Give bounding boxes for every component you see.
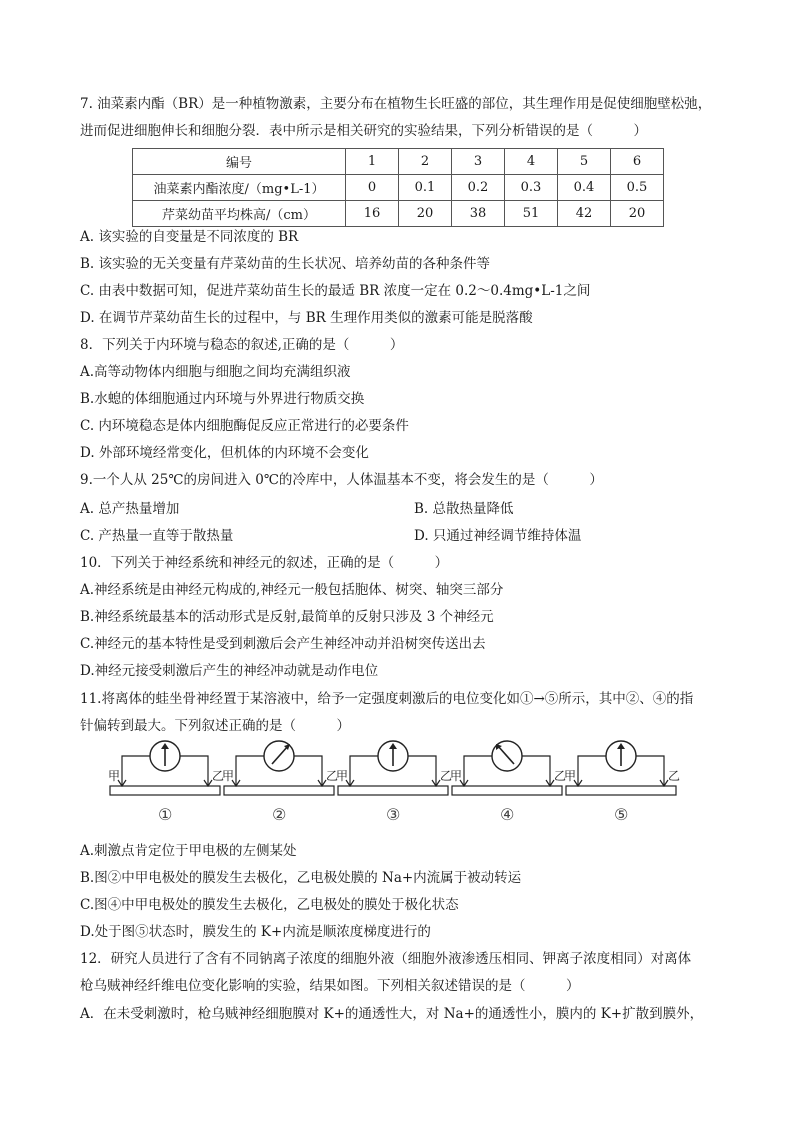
q10-option-c: C.神经元的基本特性是受到刺激后会产生神经冲动并沿树突传送出去 bbox=[80, 636, 486, 652]
electrode-label-yi: 乙 bbox=[326, 769, 339, 783]
q12-stem-line2: 枪乌贼神经纤维电位变化影响的实验，结果如图。下列相关叙述错误的是（ ） bbox=[80, 978, 580, 994]
q9-option-c: C. 产热量一直等于散热量 bbox=[80, 528, 234, 544]
panel-label: ④ bbox=[500, 805, 515, 824]
table-cell: 0.5 bbox=[611, 175, 664, 201]
table-cell: 芹菜幼苗平均株高/（cm） bbox=[133, 201, 346, 227]
electrode-label-yi: 乙 bbox=[212, 769, 225, 783]
q11-stem-line1: 11.将离体的蛙坐骨神经置于某溶液中，给予一定强度刺激后的电位变化如①→⑤所示，其中②、④的指 bbox=[80, 691, 694, 707]
figure-panel-2 bbox=[222, 741, 338, 824]
q11-option-d: D.处于图⑤状态时，膜发生的 K+内流是顺浓度梯度进行的 bbox=[80, 924, 431, 940]
q11-option-a: A.刺激点肯定位于甲电极的左侧某处 bbox=[80, 843, 297, 859]
electrode-label-jia: 甲 bbox=[564, 769, 577, 783]
table-header-cell: 4 bbox=[505, 149, 558, 175]
table-row bbox=[133, 201, 664, 227]
table-cell: 42 bbox=[558, 201, 611, 227]
panel-label: ⑤ bbox=[614, 805, 629, 824]
panel-label: ③ bbox=[386, 805, 401, 824]
q7-stem-line2: 进而促进细胞伸长和细胞分裂．表中所示是相关研究的实验结果，下列分析错误的是（ ） bbox=[80, 123, 647, 139]
figure-panel-1 bbox=[108, 741, 224, 824]
figure-panel-4 bbox=[450, 741, 566, 824]
electrode-label-jia: 甲 bbox=[336, 769, 349, 783]
q7-stem-line1: 7. 油菜素内酯（BR）是一种植物激素，主要分布在植物生长旺盛的部位，其生理作用是促使细胞壁松弛， bbox=[80, 96, 712, 112]
q11-stem-line2: 针偏转到最大。下列叙述正确的是（ ） bbox=[80, 718, 350, 734]
panel-label: ② bbox=[272, 805, 287, 824]
q12-stem-line1: 12．研究人员进行了含有不同钠离子浓度的细胞外液（细胞外液渗透压相同、钾离子浓度相同）对离体 bbox=[80, 951, 692, 967]
q9-option-d: D. 只通过神经调节维持体温 bbox=[414, 528, 582, 544]
q10-option-d: D.神经元接受刺激后产生的神经冲动就是动作电位 bbox=[80, 663, 379, 679]
table-cell: 0.4 bbox=[558, 175, 611, 201]
nerve-fiber bbox=[338, 786, 448, 795]
q9-stem: 9.一个人从 25℃的房间进入 0℃的冷库中，人体温基本不变，将会发生的是（ ） bbox=[80, 472, 603, 488]
q12-option-a: A．在未受刺激时，枪乌贼神经细胞膜对 K+的通透性大，对 Na+的通透性小，膜内的 K+扩散到膜外， bbox=[80, 1006, 704, 1022]
nerve-fiber bbox=[452, 786, 562, 795]
nerve-fiber bbox=[566, 786, 676, 795]
q7-option-b: B. 该实验的无关变量有芹菜幼苗的生长状况、培养幼苗的各种条件等 bbox=[80, 256, 491, 272]
table-cell: 油菜素内酯浓度/（mg•L-1） bbox=[133, 175, 346, 201]
q8-option-c: C. 内环境稳态是体内细胞酶促反应正常进行的必要条件 bbox=[80, 418, 409, 434]
q8-option-a: A.高等动物体内细胞与细胞之间均充满组织液 bbox=[80, 364, 351, 380]
table-header-cell: 6 bbox=[611, 149, 664, 175]
figure-panel-5 bbox=[564, 741, 680, 824]
q7-option-c: C. 由表中数据可知，促进芹菜幼苗生长的最适 BR 浓度一定在 0.2～0.4mg•L-1之间 bbox=[80, 283, 591, 299]
table-cell: 16 bbox=[346, 201, 399, 227]
electrode-tip bbox=[118, 780, 212, 786]
table-cell: 38 bbox=[452, 201, 505, 227]
q7-results-table bbox=[132, 148, 664, 227]
table-cell: 51 bbox=[505, 201, 558, 227]
table-cell: 20 bbox=[399, 201, 452, 227]
q8-option-b: B.水螅的体细胞通过内环境与外界进行物质交换 bbox=[80, 391, 365, 407]
q10-stem: 10．下列关于神经系统和神经元的叙述，正确的是（ ） bbox=[80, 555, 449, 571]
panel-label: ① bbox=[158, 805, 173, 824]
electrode-label-yi: 乙 bbox=[440, 769, 453, 783]
nerve-fiber bbox=[110, 786, 220, 795]
electrode-label-yi: 乙 bbox=[554, 769, 567, 783]
q9-option-a: A. 总产热量增加 bbox=[80, 501, 180, 517]
table-header-row bbox=[133, 149, 664, 175]
q8-stem: 8．下列关于内环境与稳态的叙述,正确的是（ ） bbox=[80, 337, 404, 353]
electrode-tip bbox=[232, 780, 326, 786]
electrode-label-jia: 甲 bbox=[108, 769, 121, 783]
figure-panel-3 bbox=[336, 741, 452, 824]
q11-electrode-figure bbox=[100, 736, 690, 832]
nerve-fiber bbox=[224, 786, 334, 795]
table-header-cell: 3 bbox=[452, 149, 505, 175]
q10-option-a: A.神经系统是由神经元构成的,神经元一般包括胞体、树突、轴突三部分 bbox=[80, 582, 504, 598]
table-cell: 0 bbox=[346, 175, 399, 201]
electrode-label-jia: 甲 bbox=[450, 769, 463, 783]
electrode-label-yi: 乙 bbox=[668, 769, 681, 783]
table-cell: 0.1 bbox=[399, 175, 452, 201]
table-header-cell: 1 bbox=[346, 149, 399, 175]
table-cell: 20 bbox=[611, 201, 664, 227]
table-header-cell: 2 bbox=[399, 149, 452, 175]
table-row bbox=[133, 175, 664, 201]
q10-option-b: B.神经系统最基本的活动形式是反射,最简单的反射只涉及 3 个神经元 bbox=[80, 609, 494, 625]
q7-option-a: A. 该实验的自变量是不同浓度的 BR bbox=[80, 229, 299, 245]
q8-option-d: D. 外部环境经常变化，但机体的内环境不会变化 bbox=[80, 445, 369, 461]
electrode-tip bbox=[346, 780, 440, 786]
electrode-tip bbox=[460, 780, 554, 786]
table-header-cell: 5 bbox=[558, 149, 611, 175]
electrode-tip bbox=[574, 780, 668, 786]
table-cell: 0.2 bbox=[452, 175, 505, 201]
q7-option-d: D. 在调节芹菜幼苗生长的过程中，与 BR 生理作用类似的激素可能是脱落酸 bbox=[80, 310, 533, 326]
table-cell: 0.3 bbox=[505, 175, 558, 201]
q11-option-b: B.图②中甲电极处的膜发生去极化，乙电极处膜的 Na+内流属于被动转运 bbox=[80, 870, 522, 886]
table-header-cell: 编号 bbox=[133, 149, 346, 175]
electrode-label-jia: 甲 bbox=[222, 769, 235, 783]
q11-option-c: C.图④中甲电极处的膜发生去极化，乙电极处的膜处于极化状态 bbox=[80, 897, 459, 913]
q9-option-b: B. 总散热量降低 bbox=[414, 501, 514, 517]
